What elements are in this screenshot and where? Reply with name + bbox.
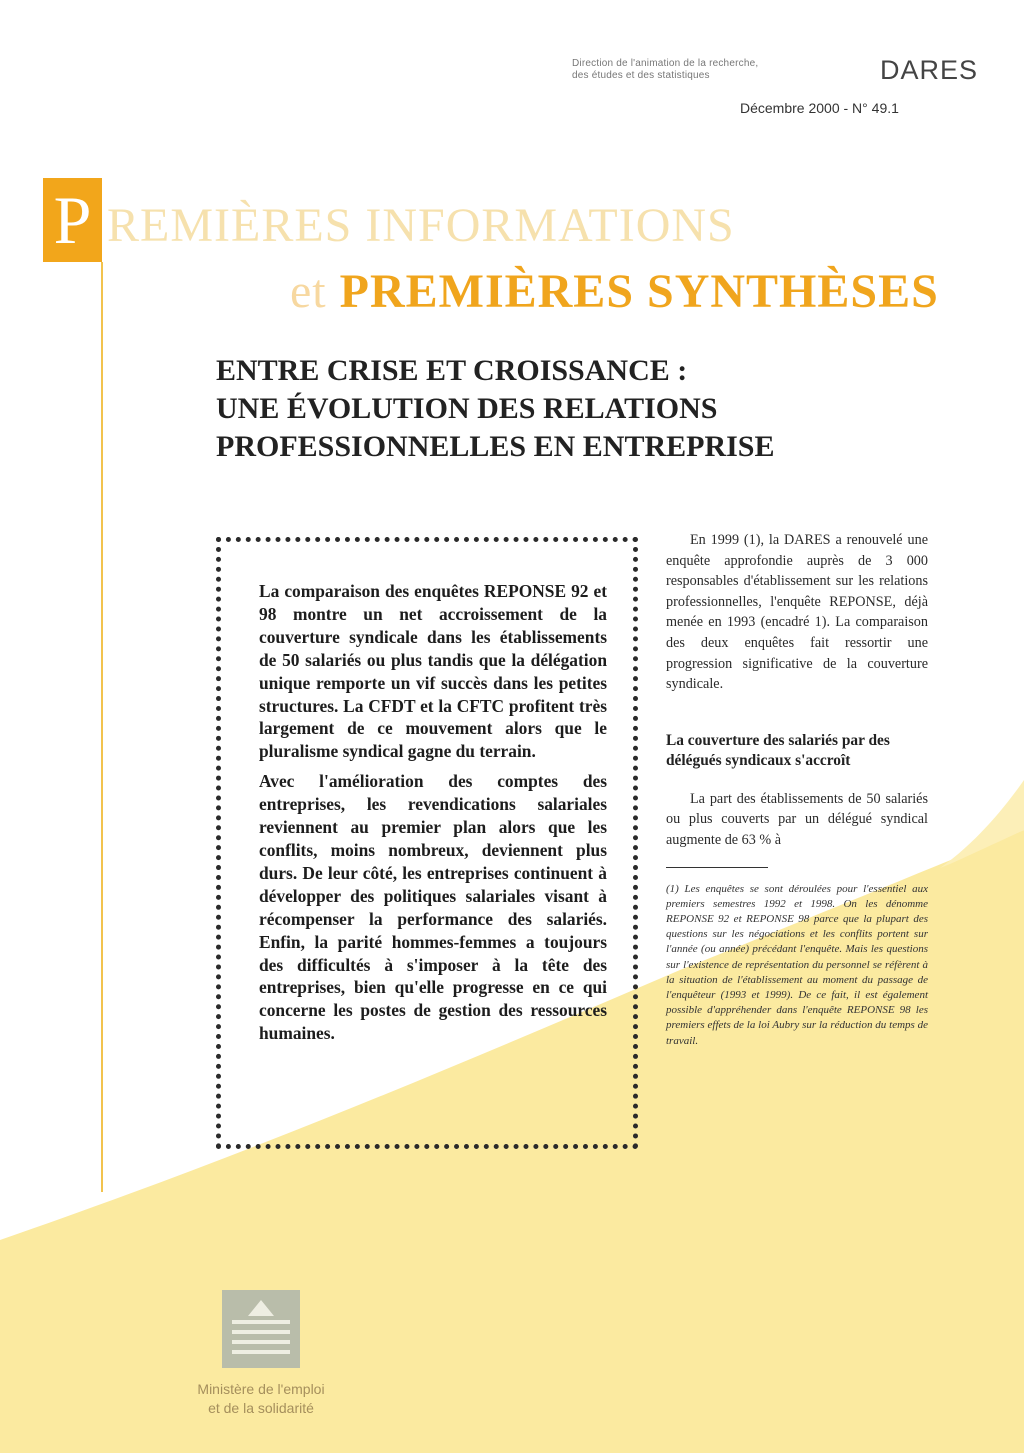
summary-box xyxy=(216,537,638,1149)
summary-paragraph-2: Avec l'amélioration des comptes des entreprises, les revendications salariales reviennent au premier plan alors que les conflits, moins nombreux, deviennent plus durs. De leur côté, les entreprises continuent à développer des politiques salariales visant à récompenser la performance des salariés. Enfin, la parité hommes-femmes a toujours des difficultés à s'imposer à la tête des entreprises, bien qu'elle progresse en ce qui concerne les postes de gestion des ressources humaines. xyxy=(259,771,607,1044)
body-paragraph-2: La part des établissements de 50 salariés ou plus couverts par un délégué syndical augmente de 63 % à xyxy=(666,790,928,848)
intro-paragraph: En 1999 (1), la DARES a renouvelé une enquête approfondie auprès de 3 000 responsables d'établissement sur les relations professionnelles, l'enquête REPONSE, déjà menée en 1993 (encadré 1). La comparaison des deux enquêtes fait ressortir une progression significative de la couverture syndicale. xyxy=(666,532,928,693)
series-title-et: et xyxy=(290,265,327,318)
ministry-name xyxy=(176,1380,346,1418)
ministry-line-2: et de la solidarité xyxy=(208,1400,314,1416)
issue-number: Décembre 2000 - N° 49.1 xyxy=(740,100,899,116)
vertical-rule xyxy=(101,262,103,1192)
ministry-line-1: Ministère de l'emploi xyxy=(197,1381,325,1397)
series-initial-block: P xyxy=(43,178,102,262)
article-headline xyxy=(216,352,856,466)
summary-paragraph-1: La comparaison des enquêtes REPONSE 92 et 98 montre un net accroissement de la couverture syndicale dans les établissements de 50 salariés ou plus tandis que la délégation unique remporte un vif succès dans les petites structures. La CFDT et la CFTC profitent très largement de ce mouvement alors que le pluralisme syndical gagne du terrain. xyxy=(259,581,607,762)
org-name: DARES xyxy=(880,55,979,85)
series-title-main: PREMIÈRES SYNTHÈSES xyxy=(339,265,939,318)
ministry-logo-icon xyxy=(222,1290,300,1368)
directorate-block xyxy=(572,58,817,82)
headline-line-2: UNE ÉVOLUTION DES RELATIONS xyxy=(216,392,718,425)
series-title-line-1: REMIÈRES INFORMATIONS xyxy=(107,199,735,252)
section-subheading: La couverture des salariés par des délégués syndicaux s'accroît xyxy=(666,731,890,769)
body-column xyxy=(666,530,928,1049)
directorate-line-1: Direction de l'animation de la recherche, xyxy=(572,58,759,69)
footnote-divider xyxy=(666,867,768,868)
footnote: (1) Les enquêtes se sont déroulées pour l'essentiel aux premiers semestres 1992 et 1998. On les dénomme REPONSE 92 et REPONSE 98 parce que la plupart des questions sur les négociations et les conflits portent sur l'année (ou année) précédant l'enquête. Mais les questions sur l'existence de représentation du personnel se réfèrent à la situation de l'établissement au moment du passage de l'enquêteur (1993 et 1999). De ce fait, il est également possible d'appréhender dans l'enquête REPONSE 98 les premiers effets de la loi Aubry sur la réduction du temps de travail. xyxy=(666,882,928,1047)
headline-line-1: ENTRE CRISE ET CROISSANCE : xyxy=(216,354,688,387)
directorate-line-2: des études et des statistiques xyxy=(572,70,710,81)
series-title-line-2 xyxy=(290,264,939,320)
headline-line-3: PROFESSIONNELLES EN ENTREPRISE xyxy=(216,430,775,463)
summary-text xyxy=(259,580,607,1052)
